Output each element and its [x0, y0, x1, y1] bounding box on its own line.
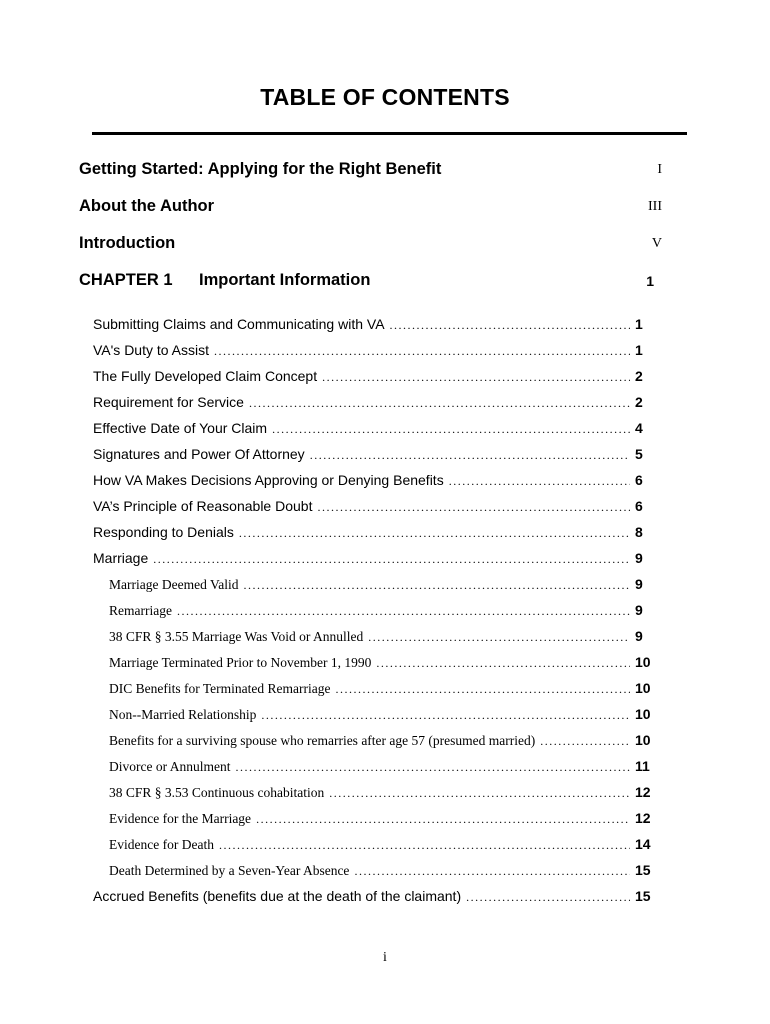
dot-leader: [153, 552, 630, 567]
toc-entry-title: DIC Benefits for Terminated Remarriage: [109, 681, 331, 696]
toc-entry: [93, 888, 657, 908]
toc-entry-title: VA's Duty to Assist: [93, 342, 210, 358]
toc-entry-page: 4: [635, 420, 643, 436]
toc-entry-title: Divorce or Annulment: [109, 759, 231, 774]
toc-entry: [109, 680, 657, 700]
toc-entry-title: Submitting Claims and Communicating with VA: [93, 316, 385, 332]
toc-entry-page: 10: [635, 732, 651, 748]
toc-major-label: About the Author: [79, 197, 215, 215]
toc-entry-title: Non--Married Relationship: [109, 707, 257, 722]
toc-major-label: Getting Started: Applying for the Right Benefit: [79, 160, 442, 178]
chapter-label: [79, 271, 370, 290]
dot-leader: [322, 370, 630, 385]
toc-entry: [109, 810, 657, 830]
dot-leader: [449, 474, 630, 489]
toc-entry: [93, 368, 657, 388]
toc-entry-page: 14: [635, 836, 651, 852]
toc-entry-page: 11: [635, 758, 650, 774]
toc-entry-page: 2: [635, 394, 643, 410]
toc-entry: [93, 420, 657, 440]
toc-entry-title: Responding to Denials: [93, 524, 234, 540]
toc-entry-title: Marriage: [93, 550, 149, 566]
toc-entry-page: 15: [635, 888, 651, 904]
toc-entry-title: VA’s Principle of Reasonable Doubt: [93, 498, 313, 514]
dot-leader: [249, 396, 630, 411]
dot-leader: [235, 760, 630, 775]
toc-major-page: III: [648, 199, 662, 214]
toc-entry-page: 5: [635, 446, 643, 462]
dot-leader: [466, 890, 630, 905]
toc-entry-page: 12: [635, 784, 651, 800]
toc-entry-page: 10: [635, 680, 651, 696]
toc-entry-page: 9: [635, 550, 643, 566]
toc-entry: [109, 862, 657, 882]
dot-leader: [261, 708, 630, 723]
toc-entry: [93, 498, 657, 518]
toc-entry-page: 6: [635, 498, 643, 514]
dot-leader: [540, 734, 630, 749]
dot-leader: [354, 864, 630, 879]
dot-leader: [256, 812, 630, 827]
dot-leader: [177, 604, 630, 619]
toc-entry-title: Effective Date of Your Claim: [93, 420, 268, 436]
toc-entry: [109, 732, 657, 752]
toc-entry-page: 9: [635, 576, 643, 592]
toc-entry-page: 1: [635, 316, 643, 332]
toc-entry: [93, 342, 657, 362]
page-number: i: [383, 950, 387, 965]
toc-entry: [93, 394, 657, 414]
toc-entry-title: Evidence for the Marriage: [109, 811, 252, 826]
toc-entry-title: 38 CFR § 3.53 Continuous cohabitation: [109, 785, 325, 800]
toc-major-page: V: [651, 236, 662, 251]
toc-entry-title: Death Determined by a Seven-Year Absence: [109, 863, 350, 878]
dot-leader: [219, 838, 630, 853]
toc-entry: [109, 784, 657, 804]
dot-leader: [390, 318, 630, 333]
toc-entry-page: 15: [635, 862, 651, 878]
page-title: TABLE OF CONTENTS: [260, 84, 510, 110]
toc-entry: [93, 472, 657, 492]
toc-entry: [109, 758, 657, 778]
toc-entry-title: Marriage Terminated Prior to November 1, 1990: [109, 655, 372, 670]
toc-entry-page: 10: [635, 654, 651, 670]
toc-major-label: Introduction: [79, 234, 176, 252]
toc-chapter-heading: [79, 271, 662, 295]
toc-entry-page: 10: [635, 706, 651, 722]
title-divider: [92, 132, 687, 135]
toc-entry-title: Signatures and Power Of Attorney: [93, 446, 305, 462]
toc-entry-page: 2: [635, 368, 643, 384]
toc-entry: [109, 706, 657, 726]
dot-leader: [329, 786, 630, 801]
toc-entry-title: Benefits for a surviving spouse who remarries after age 57 (presumed married): [109, 733, 536, 748]
dot-leader: [243, 578, 630, 593]
dot-leader: [310, 448, 630, 463]
toc-entry-title: Requirement for Service: [93, 394, 244, 410]
toc-entry-page: 6: [635, 472, 643, 488]
toc-entry: [93, 550, 657, 570]
toc-entry: [109, 654, 657, 674]
dot-leader: [317, 500, 630, 515]
toc-entry-page: 8: [635, 524, 643, 540]
toc-entry-page: 9: [635, 602, 643, 618]
toc-major-entry: [79, 197, 662, 221]
chapter-page: 1: [646, 273, 654, 289]
toc-entry: [109, 628, 657, 648]
dot-leader: [239, 526, 630, 541]
toc-entry-page: 9: [635, 628, 643, 644]
dot-leader: [272, 422, 630, 437]
dot-leader: [368, 630, 630, 645]
toc-entry-page: 12: [635, 810, 651, 826]
toc-entry-title: Marriage Deemed Valid: [109, 577, 239, 592]
toc-entry: [109, 602, 657, 622]
chapter-number: CHAPTER 1: [79, 271, 173, 289]
toc-major-entry: [79, 160, 662, 184]
toc-entry-title: Remarriage: [109, 603, 172, 618]
chapter-title: Important Information: [199, 271, 371, 289]
toc-entry-title: The Fully Developed Claim Concept: [93, 368, 318, 384]
toc-entry: [109, 576, 657, 596]
toc-major-page: I: [657, 162, 662, 177]
dot-leader: [376, 656, 630, 671]
toc-entry: [93, 316, 657, 336]
toc-entry: [93, 446, 657, 466]
dot-leader: [335, 682, 630, 697]
toc-entry-title: How VA Makes Decisions Approving or Denying Benefits: [93, 472, 444, 488]
dot-leader: [214, 344, 630, 359]
toc-entry-title: Accrued Benefits (benefits due at the death of the claimant): [93, 888, 462, 904]
toc-major-entry: [79, 234, 662, 258]
toc-entry-title: Evidence for Death: [109, 837, 214, 852]
toc-entry: [93, 524, 657, 544]
toc-entry-page: 1: [635, 342, 643, 358]
toc-entry: [109, 836, 657, 856]
toc-entry-title: 38 CFR § 3.55 Marriage Was Void or Annulled: [109, 629, 364, 644]
